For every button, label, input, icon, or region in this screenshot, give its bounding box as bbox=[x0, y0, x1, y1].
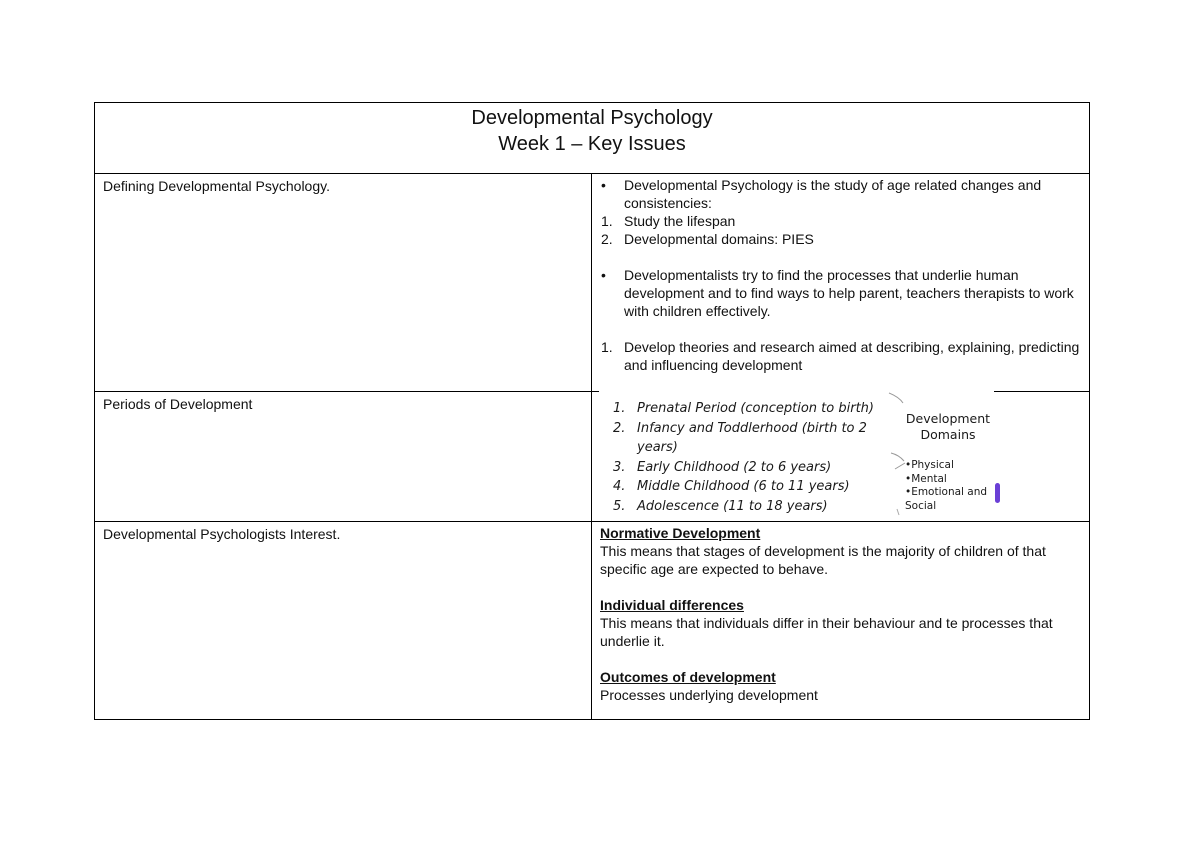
bullet-item bbox=[599, 176, 1081, 212]
purple-mark-icon bbox=[995, 483, 1000, 503]
topic-cell: Periods of Development bbox=[95, 391, 592, 521]
topic-cell: Defining Developmental Psychology. bbox=[95, 173, 592, 391]
document-subtitle: Week 1 – Key Issues bbox=[498, 133, 686, 155]
numbered-text: Study the lifespan bbox=[624, 213, 736, 229]
key-issues-table bbox=[94, 102, 1090, 720]
section-heading: Outcomes of development bbox=[600, 669, 776, 685]
bullet-icon: • bbox=[601, 267, 606, 283]
bullet-icon: • bbox=[601, 177, 606, 193]
numbered-item: 1. Develop theories and research aimed at describing, explaining, predicting and influencing development bbox=[601, 339, 1080, 373]
numbered-text: Developmental domains: PIES bbox=[624, 231, 814, 247]
domains-list bbox=[905, 459, 987, 513]
section-text: This means that individuals differ in their behaviour and te processes that underlie it. bbox=[600, 615, 1053, 649]
list-item: •Mental bbox=[905, 472, 947, 485]
list-item: •Physical bbox=[905, 459, 954, 471]
list-item: 1. Prenatal Period (conception to birth) bbox=[613, 401, 874, 416]
content-cell bbox=[593, 173, 1089, 391]
list-item: 5. Adolescence (11 to 18 years) bbox=[613, 498, 828, 514]
section-text: This means that stages of development is the majority of children of that specific age are expected to behave. bbox=[600, 543, 1046, 577]
periods-list bbox=[613, 399, 903, 516]
section-text: Processes underlying development bbox=[600, 687, 818, 703]
bullet-item bbox=[599, 266, 1081, 320]
numbered-text: Develop theories and research aimed at describing, explaining, predicting and influencing development bbox=[624, 339, 1080, 373]
document-title: Developmental Psychology bbox=[471, 107, 713, 129]
content-cell bbox=[593, 391, 1089, 521]
content-cell bbox=[593, 521, 1089, 719]
table-row-interest bbox=[95, 521, 1089, 719]
bullet-text: Developmental Psychology is the study of age related changes and consistencies: bbox=[624, 177, 1042, 211]
table-title-row bbox=[95, 103, 1089, 174]
section-heading: Individual differences bbox=[600, 597, 744, 613]
list-item: 2. Infancy and Toddlerhood (birth to 2 years) bbox=[613, 420, 867, 455]
development-domains-box bbox=[891, 403, 1001, 521]
numbered-item: 2. Developmental domains: PIES bbox=[601, 231, 814, 247]
section-heading: Normative Development bbox=[600, 525, 761, 541]
list-item: •Emotional and bbox=[905, 486, 988, 498]
list-item: 4. Middle Childhood (6 to 11 years) bbox=[613, 479, 850, 494]
domains-title: Development Domains bbox=[905, 411, 991, 442]
list-item: Social bbox=[905, 499, 937, 512]
table-row-defining bbox=[95, 173, 1089, 392]
periods-image bbox=[599, 391, 994, 519]
list-item: 3. Early Childhood (2 to 6 years) bbox=[613, 459, 832, 475]
numbered-item: 1. Study the lifespan bbox=[601, 213, 736, 229]
table-row-periods bbox=[95, 391, 1089, 522]
bullet-text: Developmentalists try to find the processes that underlie human development and to find ways to help parent, teachers therapists to work with children effectively. bbox=[624, 267, 1074, 319]
topic-cell: Developmental Psychologists Interest. bbox=[95, 521, 592, 719]
